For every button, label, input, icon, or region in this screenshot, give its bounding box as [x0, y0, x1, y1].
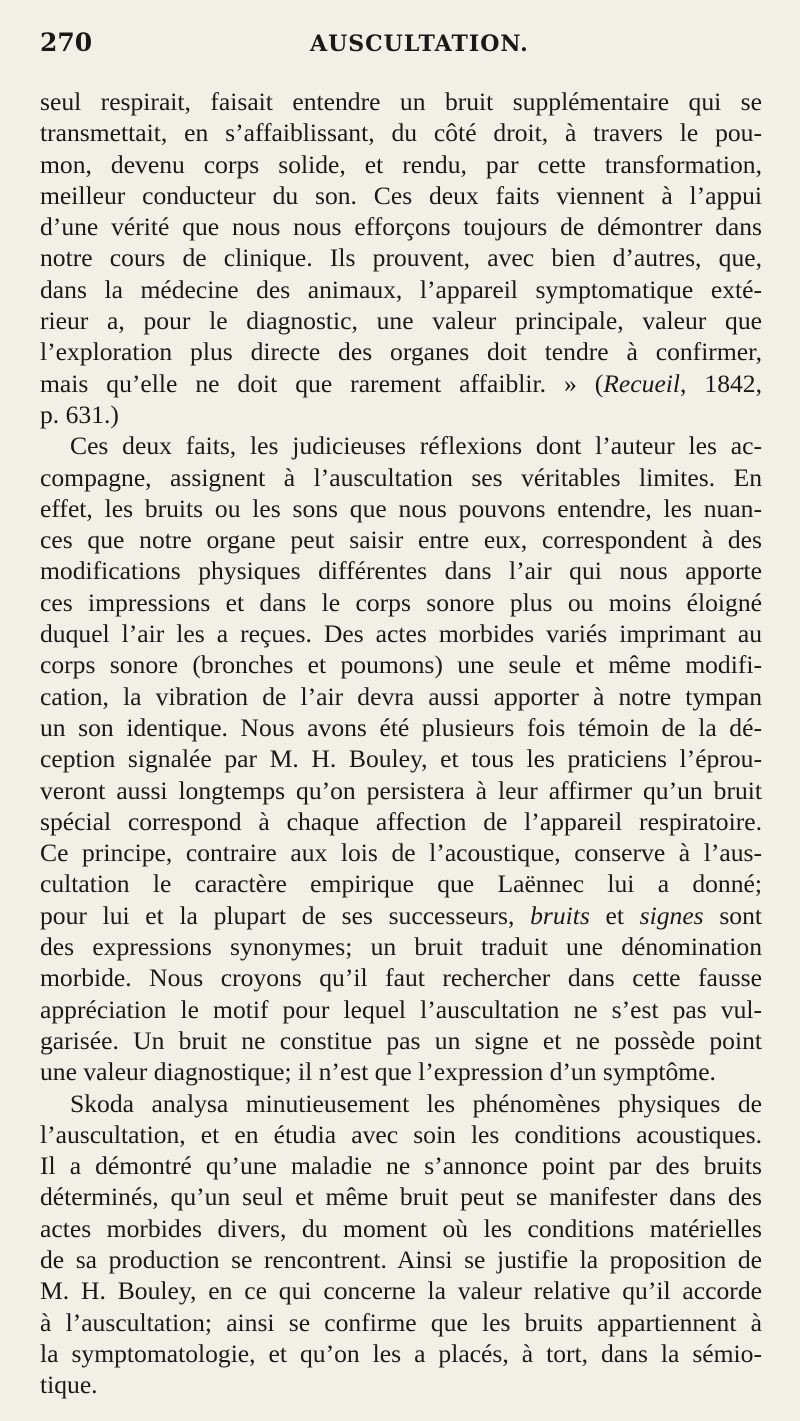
text-segment: duquel l’air les a reçues. Des actes morbides variés imprimant au: [40, 619, 762, 649]
text-segment: appréciation le motif pour lequel l’auscultation ne s’est pas vul-: [40, 994, 762, 1024]
text-segment: de sa production se rencontrent. Ainsi se justifie la proposition de: [40, 1244, 762, 1274]
text-segment: déterminés, qu’un seul et même bruit peut se manifester dans des: [40, 1182, 762, 1212]
text-line: [40, 305, 762, 336]
text-line: [40, 806, 762, 837]
text-line: [40, 712, 762, 743]
text-segment: à l’auscultation; ainsi se confirme que les bruits appartiennent à: [40, 1307, 762, 1337]
text-line: [40, 994, 762, 1025]
text-line: [40, 336, 762, 367]
text-segment: mais qu’elle ne doit que rarement affaiblir. » (: [40, 368, 604, 398]
text-line: [40, 743, 762, 774]
text-segment: ces impressions et dans le corps sonore plus ou moins éloigné: [40, 587, 762, 617]
text-line: [40, 430, 762, 461]
running-title: AUSCULTATION.: [310, 31, 529, 57]
text-segment: p. 631.): [40, 399, 119, 429]
text-line: [40, 775, 762, 806]
text-segment: cultation le caractère empirique que Laënnec lui a donné;: [40, 869, 762, 899]
body-text: [40, 86, 762, 1400]
text-segment: ces que notre organe peut saisir entre eux, correspondent à des: [40, 525, 762, 555]
text-line: [40, 462, 762, 493]
text-line: [40, 1275, 762, 1306]
text-line: [40, 149, 762, 180]
text-segment: Skoda analysa minutieusement les phénomènes physiques de: [70, 1088, 762, 1118]
text-segment: Il a démontré qu’une maladie ne s’annonce point par des bruits: [40, 1151, 762, 1181]
text-line: [40, 618, 762, 649]
text-segment: veront aussi longtemps qu’on persistera à leur affirmer qu’un bruit: [40, 775, 762, 805]
text-line: [40, 1338, 762, 1369]
text-segment: et: [589, 900, 640, 930]
text-line: [40, 649, 762, 680]
italic-term: signes: [639, 900, 704, 930]
text-segment: effet, les bruits ou les sons que nous pouvons entendre, les nuan-: [40, 493, 762, 523]
text-segment: spécial correspond à chaque affection de l’appareil respiratoire.: [40, 806, 762, 836]
text-segment: Ces deux faits, les judicieuses réflexions dont l’auteur les ac-: [70, 431, 762, 461]
text-segment: l’exploration plus directe des organes doit tendre à confirmer,: [40, 337, 762, 367]
text-segment: cation, la vibration de l’air devra aussi apporter à notre tympan: [40, 681, 762, 711]
text-line: [40, 587, 762, 618]
text-segment: actes morbides divers, du moment où les conditions matérielles: [40, 1213, 762, 1243]
text-line: [40, 931, 762, 962]
text-line: [40, 399, 762, 430]
text-line: [40, 1307, 762, 1338]
text-segment: , 1842,: [680, 368, 762, 398]
text-line: [40, 681, 762, 712]
text-line: [40, 242, 762, 273]
text-line: [40, 1025, 762, 1056]
text-line: [40, 900, 762, 931]
text-line: [40, 868, 762, 899]
text-segment: d’une vérité que nous nous efforçons toujours de démontrer dans: [40, 212, 762, 242]
text-segment: modifications physiques différentes dans l’air qui nous apporte: [40, 556, 762, 586]
text-segment: l’auscultation, et en étudia avec soin les conditions acoustiques.: [40, 1119, 762, 1149]
text-line: [40, 180, 762, 211]
running-head: [40, 28, 762, 86]
text-segment: la symptomatologie, et qu’on les a placés, à tort, dans la sémio-: [40, 1338, 762, 1368]
text-line: [40, 1213, 762, 1244]
text-line: [40, 1119, 762, 1150]
text-line: [40, 1244, 762, 1275]
text-line: [40, 1150, 762, 1181]
text-segment: Ce principe, contraire aux lois de l’acoustique, conserve à l’aus-: [40, 838, 762, 868]
text-segment: rieur a, pour le diagnostic, une valeur principale, valeur que: [40, 306, 762, 336]
text-segment: garisée. Un bruit ne constitue pas un signe et ne possède point: [40, 1025, 762, 1055]
text-line: [40, 1369, 762, 1400]
text-segment: transmettait, en s’affaiblissant, du côté droit, à travers le pou-: [40, 118, 762, 148]
page-number: 270: [40, 28, 93, 57]
text-line: [40, 117, 762, 148]
text-line: [40, 368, 762, 399]
text-line: [40, 962, 762, 993]
text-segment: ception signalée par M. H. Bouley, et tous les praticiens l’éprou-: [40, 744, 762, 774]
text-line: [40, 86, 762, 117]
text-line: [40, 837, 762, 868]
text-line: [40, 493, 762, 524]
italic-term: Recueil: [603, 368, 681, 398]
text-segment: corps sonore (bronches et poumons) une seule et même modifi-: [40, 650, 762, 680]
text-segment: tique.: [40, 1370, 98, 1400]
text-segment: sont: [703, 900, 762, 930]
text-segment: pour lui et la plupart de ses successeurs,: [40, 900, 531, 930]
text-segment: dans la médecine des animaux, l’appareil symptomatique exté-: [40, 274, 762, 304]
text-line: [40, 274, 762, 305]
text-segment: un son identique. Nous avons été plusieurs fois témoin de la dé-: [40, 712, 762, 742]
text-segment: des expressions synonymes; un bruit traduit une dénomination: [40, 932, 762, 962]
text-segment: compagne, assignent à l’auscultation ses véritables limites. En: [40, 462, 762, 492]
italic-term: bruits: [530, 900, 590, 930]
text-line: [40, 1181, 762, 1212]
text-line: [40, 1056, 762, 1087]
text-segment: notre cours de clinique. Ils prouvent, avec bien d’autres, que,: [40, 243, 762, 273]
text-line: [40, 211, 762, 242]
text-segment: mon, devenu corps solide, et rendu, par cette transformation,: [40, 149, 762, 179]
text-line: [40, 555, 762, 586]
text-segment: meilleur conducteur du son. Ces deux faits viennent à l’appui: [40, 180, 762, 210]
text-segment: morbide. Nous croyons qu’il faut rechercher dans cette fausse: [40, 963, 762, 993]
text-segment: une valeur diagnostique; il n’est que l’expression d’un symptôme.: [40, 1057, 716, 1087]
text-segment: seul respirait, faisait entendre un bruit supplémentaire qui se: [40, 87, 762, 116]
text-line: [40, 1088, 762, 1119]
text-line: [40, 524, 762, 555]
text-segment: M. H. Bouley, en ce qui concerne la valeur relative qu’il accorde: [40, 1276, 762, 1306]
